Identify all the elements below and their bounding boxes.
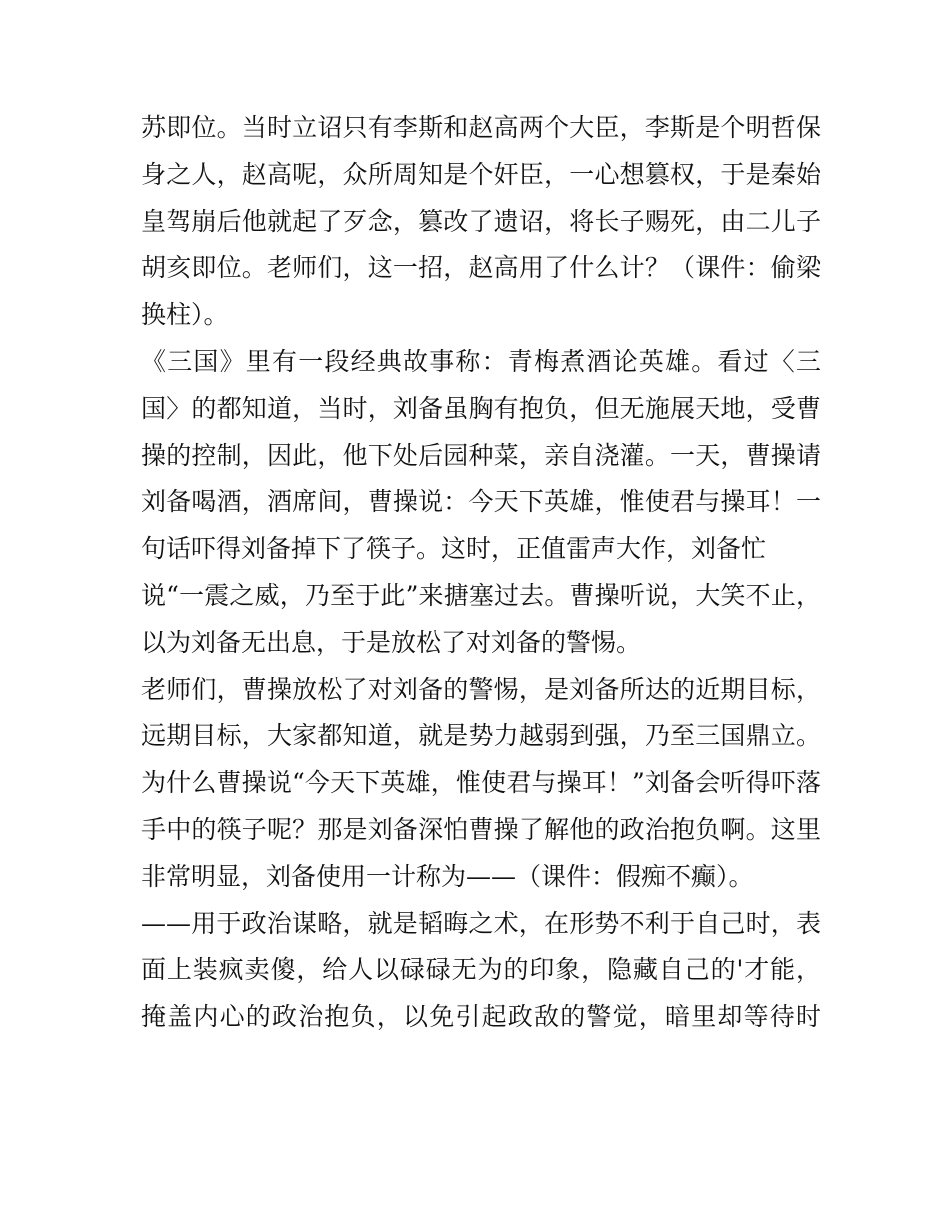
text-line-19: 面上装疯卖傻，给人以碌碌无为的印象，隐藏自己的'才能，: [141, 955, 821, 985]
text-line-13: 老师们，曹操放松了对刘备的警惕，是刘备所达的近期目标，: [141, 674, 821, 704]
text-line-2: 身之人，赵高呢，众所周知是个奸臣，一心想篡权，于是秦始: [141, 159, 821, 189]
text-line-16: 手中的筷子呢？那是刘备深怕曹操了解他的政治抱负啊。这里: [141, 814, 821, 844]
text-line-4: 胡亥即位。老师们，这一招，赵高用了什么计？（课件：偷梁: [141, 253, 821, 283]
text-line-15: 为什么曹操说“今天下英雄，惟使君与操耳！”刘备会听得吓落: [141, 768, 821, 798]
text-line-7: 国〉的都知道，当时，刘备虽胸有抱负，但无施展天地，受曹: [141, 393, 821, 423]
text-line-6: 《三国》里有一段经典故事称：青梅煮酒论英雄。看过〈三: [141, 346, 821, 376]
text-line-18: ——用于政治谋略，就是韬晦之术，在形势不利于自己时，表: [141, 908, 821, 938]
text-line-14: 远期目标，大家都知道，就是势力越弱到强，乃至三国鼎立。: [141, 721, 821, 751]
text-line-20: 掩盖内心的政治抱负，以免引起政敌的警觉，暗里却等待时: [141, 1002, 821, 1032]
text-line-3: 皇驾崩后他就起了歹念，篡改了遗诏，将长子赐死，由二儿子: [141, 206, 821, 236]
text-line-9: 刘备喝酒，酒席间，曹操说：今天下英雄，惟使君与操耳！一: [141, 487, 821, 517]
text-line-11: 说“一震之威，乃至于此”来搪塞过去。曹操听说，大笑不止，: [141, 580, 821, 610]
text-line-17: 非常明显，刘备使用一计称为——（课件：假痴不癫）。: [141, 861, 754, 891]
body-text: [141, 105, 821, 1041]
text-line-1: 苏即位。当时立诏只有李斯和赵高两个大臣，李斯是个明哲保: [141, 113, 821, 142]
text-line-10: 句话吓得刘备掉下了筷子。这时，正值雷声大作，刘备忙: [141, 534, 767, 564]
text-line-8: 操的控制，因此，他下处后园种菜，亲自浇灌。一天，曹操请: [141, 440, 821, 470]
text-line-5: 换柱）。: [141, 300, 229, 330]
text-line-12: 以为刘备无出息，于是放松了对刘备的警惕。: [141, 627, 642, 657]
